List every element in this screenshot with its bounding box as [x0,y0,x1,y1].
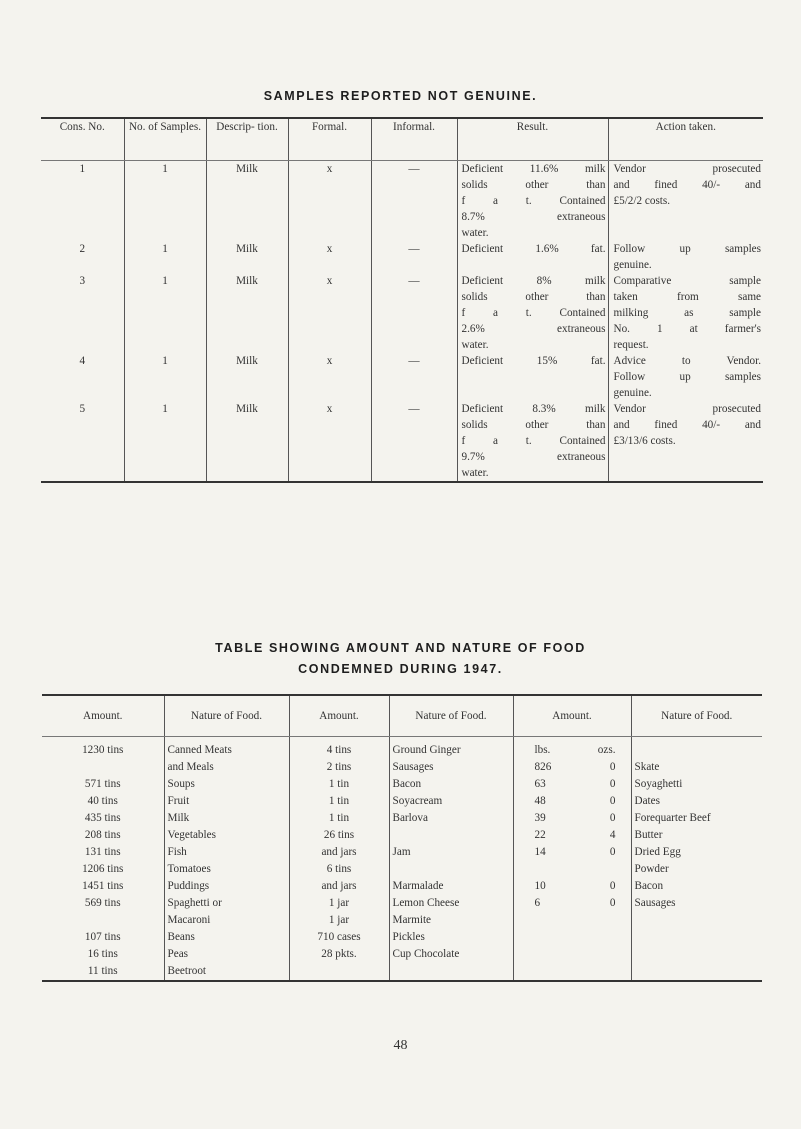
amount-cell: 569 tins [84,897,121,909]
table-row [41,401,763,482]
samples-count-cell: 1 [124,353,206,401]
action-cell [608,273,763,353]
amount-cell: 26 tins [289,827,389,844]
lbs-value: 826 [534,761,552,773]
result-line: 8.7% extraneous [461,211,606,223]
weight-cell [513,759,631,776]
food-cell: Barlova [389,810,513,827]
cons-no-cell: 4 [79,355,86,367]
informal-cell: — [371,353,457,401]
food-cell: Spaghetti or [164,895,289,912]
header-nature-1: Nature of Food. [164,695,289,737]
food-cell: Bacon [631,878,762,895]
action-line: £5/2/2 costs. [613,195,671,207]
amount-cell: 1230 tins [82,744,124,756]
lbs-value: 63 [534,778,546,790]
header-action-taken: Action taken. [608,118,763,161]
action-line: No. 1 at farmer's [613,323,761,335]
amount-cell [289,963,389,981]
cons-no-cell: 1 [79,163,86,175]
food-cell: Butter [631,827,762,844]
action-line: Comparative sample [613,275,761,287]
amount-cell: and jars [289,844,389,861]
cons-no-cell: 2 [79,243,86,255]
action-cell [608,241,763,273]
food-cell: Tomatoes [164,861,289,878]
samples-count-cell: 1 [124,273,206,353]
table-row [42,895,762,912]
result-line: water. [461,339,489,351]
table-row [42,776,762,793]
amount-cell: 6 tins [289,861,389,878]
weight-pair [517,810,628,827]
weight-cell [513,912,631,929]
food-cell: Sausages [389,759,513,776]
food-cell: Milk [164,810,289,827]
food-cell [631,737,762,760]
food-cell: Ground Ginger [389,737,513,760]
ozs-value: 0 [609,761,616,773]
weight-cell [513,810,631,827]
header-result: Result. [457,118,608,161]
amount-cell: 435 tins [84,812,121,824]
food-header-row [42,695,762,737]
weight-pair [517,844,628,861]
food-table-heading-line2: CONDEMNED DURING 1947. [298,662,503,676]
samples-count-cell: 1 [124,401,206,482]
table-row [42,878,762,895]
amount-cell [42,759,164,776]
table-row [42,844,762,861]
action-line: Vendor prosecuted [613,163,761,175]
header-amount-2: Amount. [289,695,389,737]
action-line: Follow up samples [613,243,761,255]
table-row [42,793,762,810]
table-row [42,929,762,946]
amount-cell: 4 tins [289,737,389,760]
amount-cell: 11 tins [87,965,118,977]
ozs-value: 0 [609,846,616,858]
samples-count-cell: 1 [124,161,206,242]
food-cell: Pickles [389,929,513,946]
result-line: Deficient 8% milk [461,275,606,287]
action-line: and fined 40/- and [613,419,761,431]
weight-cell [513,861,631,878]
result-line: Deficient 1.6% fat. [461,243,606,255]
action-line: £3/13/6 costs. [613,435,676,447]
result-line: Deficient 11.6% milk [461,163,606,175]
action-cell [608,401,763,482]
table-row [41,273,763,353]
lbs-value: 6 [534,897,541,909]
page-number: 48 [393,1038,408,1053]
formal-cell: x [288,273,371,353]
amount-cell [42,912,164,929]
result-line: water. [461,227,489,239]
header-cons-no: Cons. No. [41,118,124,161]
table-row [42,912,762,929]
ozs-value: 0 [609,897,616,909]
table-row [42,946,762,963]
informal-cell: — [371,401,457,482]
food-cell: Soyacream [389,793,513,810]
food-cell: Jam [389,844,513,861]
weight-cell [513,946,631,963]
table-row [42,861,762,878]
header-amount-3: Amount. [513,695,631,737]
description-cell: Milk [206,353,288,401]
food-cell: Lemon Cheese [389,895,513,912]
action-cell [608,353,763,401]
food-table-heading-line1: TABLE SHOWING AMOUNT AND NATURE OF FOOD [215,641,586,655]
lbs-value: 10 [534,880,546,892]
description-cell: Milk [206,273,288,353]
result-line: Deficient 15% fat. [461,355,606,367]
cons-no-cell: 3 [79,275,86,287]
table-row [42,810,762,827]
action-line: milking as sample [613,307,761,319]
action-line: and fined 40/- and [613,179,761,191]
ozs-value: 0 [609,812,616,824]
amount-cell: 16 tins [87,948,118,960]
description-cell: Milk [206,241,288,273]
food-cell: Peas [164,946,289,963]
food-cell: Marmite [389,912,513,929]
lbs-value: 48 [534,795,546,807]
result-cell [457,273,608,353]
informal-cell: — [371,273,457,353]
formal-cell: x [288,161,371,242]
description-cell: Milk [206,161,288,242]
weight-cell [513,878,631,895]
header-informal: Informal. [371,118,457,161]
food-cell: Soyaghetti [631,776,762,793]
food-cell: Canned Meats [164,737,289,760]
action-line: request. [613,339,649,351]
amount-cell: 571 tins [84,778,121,790]
samples-heading: SAMPLES REPORTED NOT GENUINE. [263,89,538,103]
formal-cell: x [288,401,371,482]
result-cell [457,353,608,401]
action-line: Follow up samples [613,371,761,383]
amount-cell: 1 jar [289,895,389,912]
amount-cell: 1 tin [289,776,389,793]
lbs-value: 22 [534,829,546,841]
header-amount-1: Amount. [42,695,164,737]
food-cell [631,963,762,981]
table-row [41,241,763,273]
amount-cell: 107 tins [84,931,121,943]
result-line: solids other than [461,291,606,303]
samples-header-row [41,118,763,161]
ozs-value: 4 [609,829,616,841]
weight-cell [513,929,631,946]
action-line: Vendor prosecuted [613,403,761,415]
amount-cell: 1 tin [289,793,389,810]
table-row [42,963,762,981]
result-cell [457,241,608,273]
table-row [41,353,763,401]
weight-cell [513,737,631,760]
food-cell [631,929,762,946]
result-line: 9.7% extraneous [461,451,606,463]
weight-pair [517,878,628,895]
weight-pair [517,827,628,844]
weight-cell [513,827,631,844]
weight-cell [513,963,631,981]
weight-pair [517,793,628,810]
informal-cell: — [371,241,457,273]
result-line: solids other than [461,179,606,191]
ozs-value: 0 [609,778,616,790]
table-row [42,759,762,776]
food-cell: Powder [631,861,762,878]
weight-pair [517,776,628,793]
food-cell [389,827,513,844]
samples-count-cell: 1 [124,241,206,273]
food-condemned-table [42,694,762,982]
result-cell [457,401,608,482]
food-cell: Marmalade [389,878,513,895]
result-cell [457,161,608,242]
result-line: f a t. Contained [461,195,606,207]
food-cell: Puddings [164,878,289,895]
action-line: taken from same [613,291,761,303]
weight-cell [513,793,631,810]
table-row [42,827,762,844]
lbs-value: 39 [534,812,546,824]
header-nature-3: Nature of Food. [631,695,762,737]
lbs-value: lbs. [534,744,551,756]
action-line: Advice to Vendor. [613,355,761,367]
food-cell [631,912,762,929]
amount-cell: 208 tins [84,829,121,841]
food-cell: Fruit [164,793,289,810]
header-formal: Formal. [288,118,371,161]
amount-cell: 1451 tins [82,880,124,892]
lbs-value: 14 [534,846,546,858]
result-line: water. [461,467,489,479]
informal-cell: — [371,161,457,242]
food-cell: Dates [631,793,762,810]
amount-cell: 1 tin [289,810,389,827]
amount-cell: 1 jar [289,912,389,929]
food-cell: Beetroot [164,963,289,981]
ozs-value: 0 [609,880,616,892]
food-cell [389,963,513,981]
food-cell: Bacon [389,776,513,793]
action-line: genuine. [613,259,652,271]
food-cell: Macaroni [164,912,289,929]
food-cell: Fish [164,844,289,861]
amount-cell: 40 tins [87,795,118,807]
food-cell: Vegetables [164,827,289,844]
amount-cell: 2 tins [289,759,389,776]
amount-cell: and jars [289,878,389,895]
weight-pair [517,742,628,759]
food-cell: Forequarter Beef [631,810,762,827]
food-cell [631,946,762,963]
food-cell: Beans [164,929,289,946]
food-cell: Dried Egg [631,844,762,861]
ozs-value: ozs. [597,744,616,756]
weight-pair [517,759,628,776]
action-line: genuine. [613,387,652,399]
food-cell: Skate [631,759,762,776]
amount-cell: 28 pkts. [289,946,389,963]
formal-cell: x [288,241,371,273]
result-line: solids other than [461,419,606,431]
result-line: f a t. Contained [461,307,606,319]
weight-cell [513,776,631,793]
amount-cell: 131 tins [84,846,121,858]
food-cell: Sausages [631,895,762,912]
samples-table [41,117,763,483]
food-cell: and Meals [164,759,289,776]
header-description: Descrip- tion. [206,118,288,161]
table-row [42,737,762,760]
ozs-value: 0 [609,795,616,807]
weight-pair [517,895,628,912]
description-cell: Milk [206,401,288,482]
food-cell: Soups [164,776,289,793]
formal-cell: x [288,353,371,401]
food-cell [389,861,513,878]
result-line: 2.6% extraneous [461,323,606,335]
table-row [41,161,763,242]
result-line: f a t. Contained [461,435,606,447]
amount-cell: 710 cases [289,929,389,946]
header-nature-2: Nature of Food. [389,695,513,737]
weight-cell [513,895,631,912]
weight-cell [513,844,631,861]
amount-cell: 1206 tins [82,863,124,875]
header-no-of-samples: No. of Samples. [124,118,206,161]
action-cell [608,161,763,242]
cons-no-cell: 5 [79,403,86,415]
food-cell: Cup Chocolate [389,946,513,963]
result-line: Deficient 8.3% milk [461,403,606,415]
